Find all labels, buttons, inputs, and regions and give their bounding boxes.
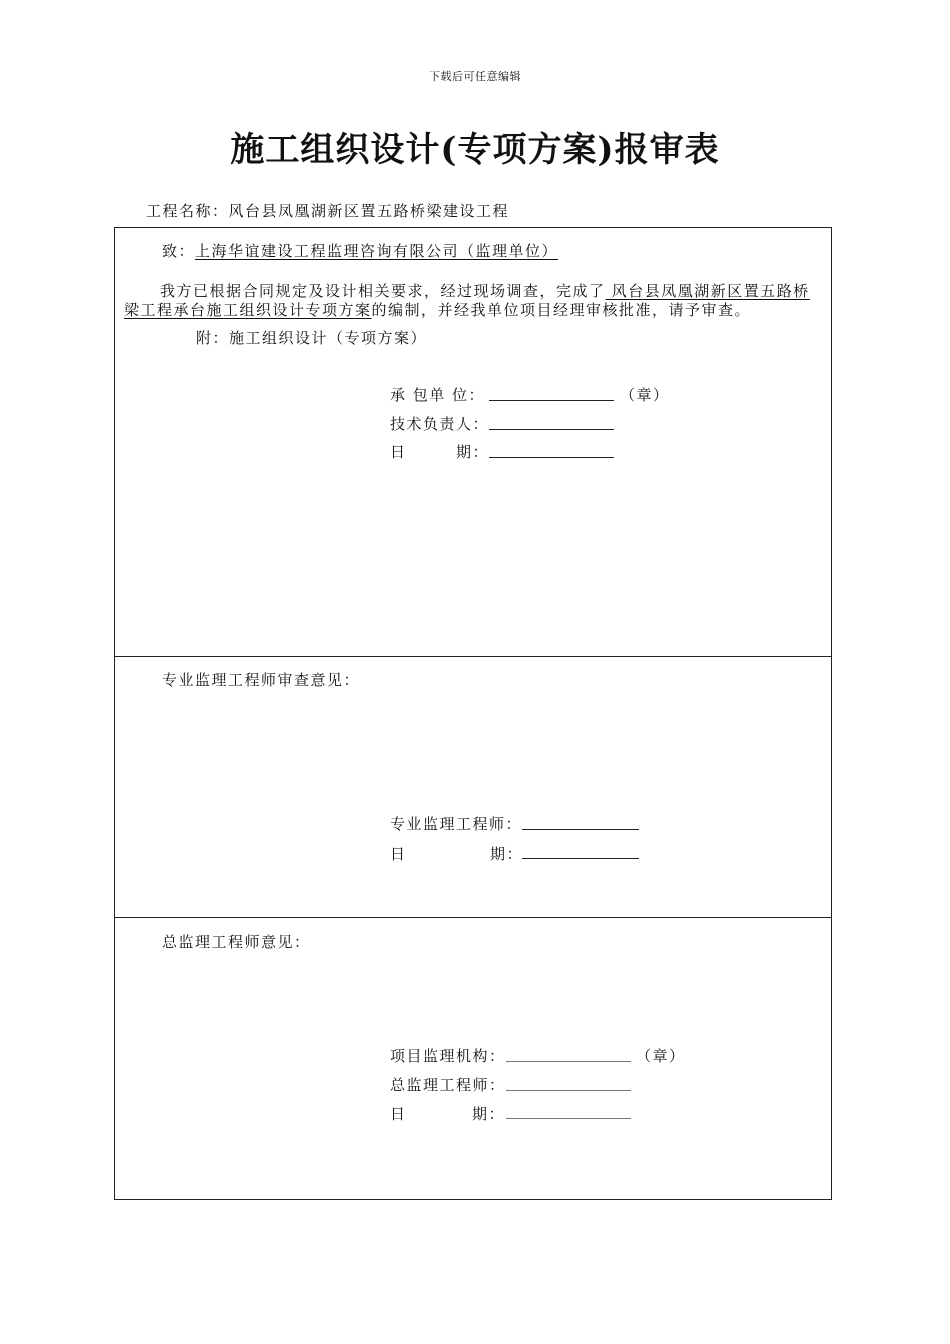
contractor-signature-line[interactable] — [489, 400, 614, 401]
declaration-project-part2: 梁工程承台施工组织设计专项方案 — [124, 301, 372, 319]
section-divider-1 — [114, 656, 832, 657]
declaration-project-part1: 风台县凤凰湖新区置五路桥 — [605, 282, 810, 300]
org-signature-line[interactable] — [506, 1061, 631, 1062]
org-label: 项目监理机构： — [390, 1047, 506, 1065]
attachment-note: 附：施工组织设计（专项方案） — [196, 329, 428, 347]
section-divider-2 — [114, 917, 832, 918]
contractor-label: 承 包单 位： — [390, 386, 486, 404]
date-line-2[interactable] — [522, 858, 639, 859]
org-seal: （章） — [636, 1047, 686, 1065]
date-line-1[interactable] — [489, 457, 614, 458]
contractor-seal: （章） — [620, 386, 670, 404]
addressee-label: 致： — [162, 242, 196, 260]
tech-lead-label: 技术负责人： — [390, 415, 490, 433]
date-line-3[interactable] — [506, 1118, 631, 1119]
chief-signature-line[interactable] — [506, 1090, 631, 1091]
addressee-row — [162, 240, 558, 261]
page-title: 施工组织设计(专项方案)报审表 — [230, 130, 720, 170]
project-name-label: 工程名称： — [146, 202, 229, 220]
project-name-row — [146, 200, 509, 221]
engineer-signature-line[interactable] — [522, 829, 639, 830]
engineer-review-heading: 专业监理工程师审查意见： — [162, 671, 361, 689]
date-label-2a: 日 — [390, 845, 407, 863]
declaration-line-2 — [124, 299, 751, 320]
chief-opinion-heading: 总监理工程师意见： — [162, 933, 311, 951]
header-note: 下载后可任意编辑 — [429, 70, 521, 83]
declaration-tail: 的编制，并经我单位项目经理审核批准，请予审查。 — [371, 301, 752, 319]
tech-lead-signature-line[interactable] — [489, 429, 614, 430]
date-label-2b: 期： — [490, 845, 524, 863]
date-label-3a: 日 — [390, 1105, 407, 1123]
addressee-value: 上海华谊建设工程监理咨询有限公司（监理单位） — [195, 242, 559, 260]
engineer-label: 专业监理工程师： — [390, 815, 523, 833]
date-label-1a: 日 — [390, 443, 407, 461]
declaration-lead: 我方已根据合同规定及设计相关要求，经过现场调查，完成了 — [160, 282, 606, 300]
declaration-line-1 — [160, 280, 810, 301]
project-name-value: 风台县凤凰湖新区置五路桥梁建设工程 — [228, 202, 510, 220]
date-label-1b: 期： — [456, 443, 490, 461]
date-label-3b: 期： — [472, 1105, 506, 1123]
chief-engineer-label: 总监理工程师： — [390, 1076, 506, 1094]
